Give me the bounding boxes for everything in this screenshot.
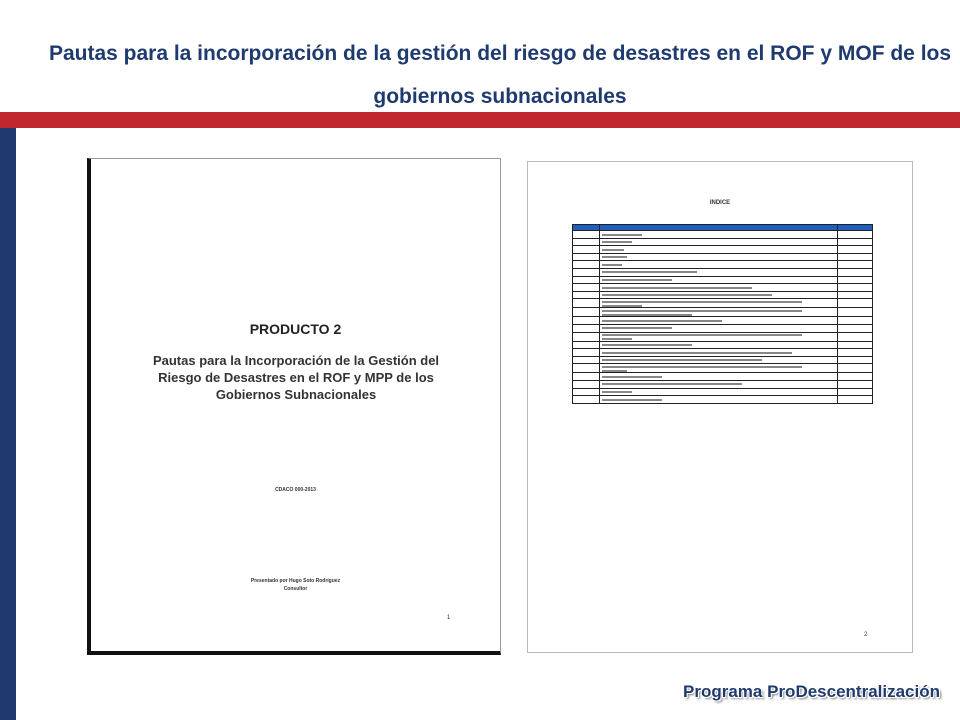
index-page-number: 2 bbox=[864, 632, 868, 638]
cover-code: CDACO 000-2013 bbox=[275, 487, 316, 493]
table-row bbox=[573, 291, 873, 299]
table-row bbox=[573, 276, 873, 284]
table-row bbox=[573, 299, 873, 308]
table-row bbox=[573, 388, 873, 396]
cover-author-name: Presentado por Hugo Soto Rodríguez bbox=[250, 578, 341, 584]
table-row bbox=[573, 246, 873, 254]
left-accent-bar bbox=[0, 112, 16, 720]
table-row bbox=[573, 373, 873, 381]
table-row bbox=[573, 349, 873, 357]
table-row bbox=[573, 284, 873, 292]
table-row bbox=[573, 324, 873, 332]
table-row bbox=[573, 261, 873, 269]
cover-author bbox=[91, 577, 500, 593]
index-title: INDICE bbox=[709, 200, 731, 206]
header-divider bbox=[0, 112, 960, 128]
cover-page-image bbox=[87, 158, 501, 655]
cover-subtitle: Pautas para la Incorporación de la Gestión del Riesgo de Desastres en el ROF y MPP de los Gobiernos Subnacionales bbox=[152, 353, 440, 402]
table-row bbox=[573, 238, 873, 246]
table-row bbox=[573, 231, 873, 239]
cover-heading: PRODUCTO 2 bbox=[249, 321, 342, 337]
slide-title: Pautas para la incorporación de la gestión del riesgo de desastres en el ROF y MOF de los gobiernos subnacionales bbox=[48, 42, 952, 108]
table-row bbox=[573, 356, 873, 364]
cover-page-number: 1 bbox=[447, 615, 451, 621]
table-row bbox=[573, 332, 873, 341]
cover-author-role: Consultor bbox=[283, 586, 308, 592]
table-row bbox=[573, 380, 873, 388]
table-row bbox=[573, 317, 873, 325]
index-table bbox=[572, 224, 873, 404]
table-row bbox=[573, 253, 873, 261]
table-row bbox=[573, 308, 873, 317]
table-row bbox=[573, 364, 873, 373]
index-page-image bbox=[527, 161, 913, 653]
brand-logo-text: Programa ProDescentralización bbox=[683, 682, 940, 701]
table-row bbox=[573, 341, 873, 349]
table-row bbox=[573, 396, 873, 404]
table-row bbox=[573, 268, 873, 276]
